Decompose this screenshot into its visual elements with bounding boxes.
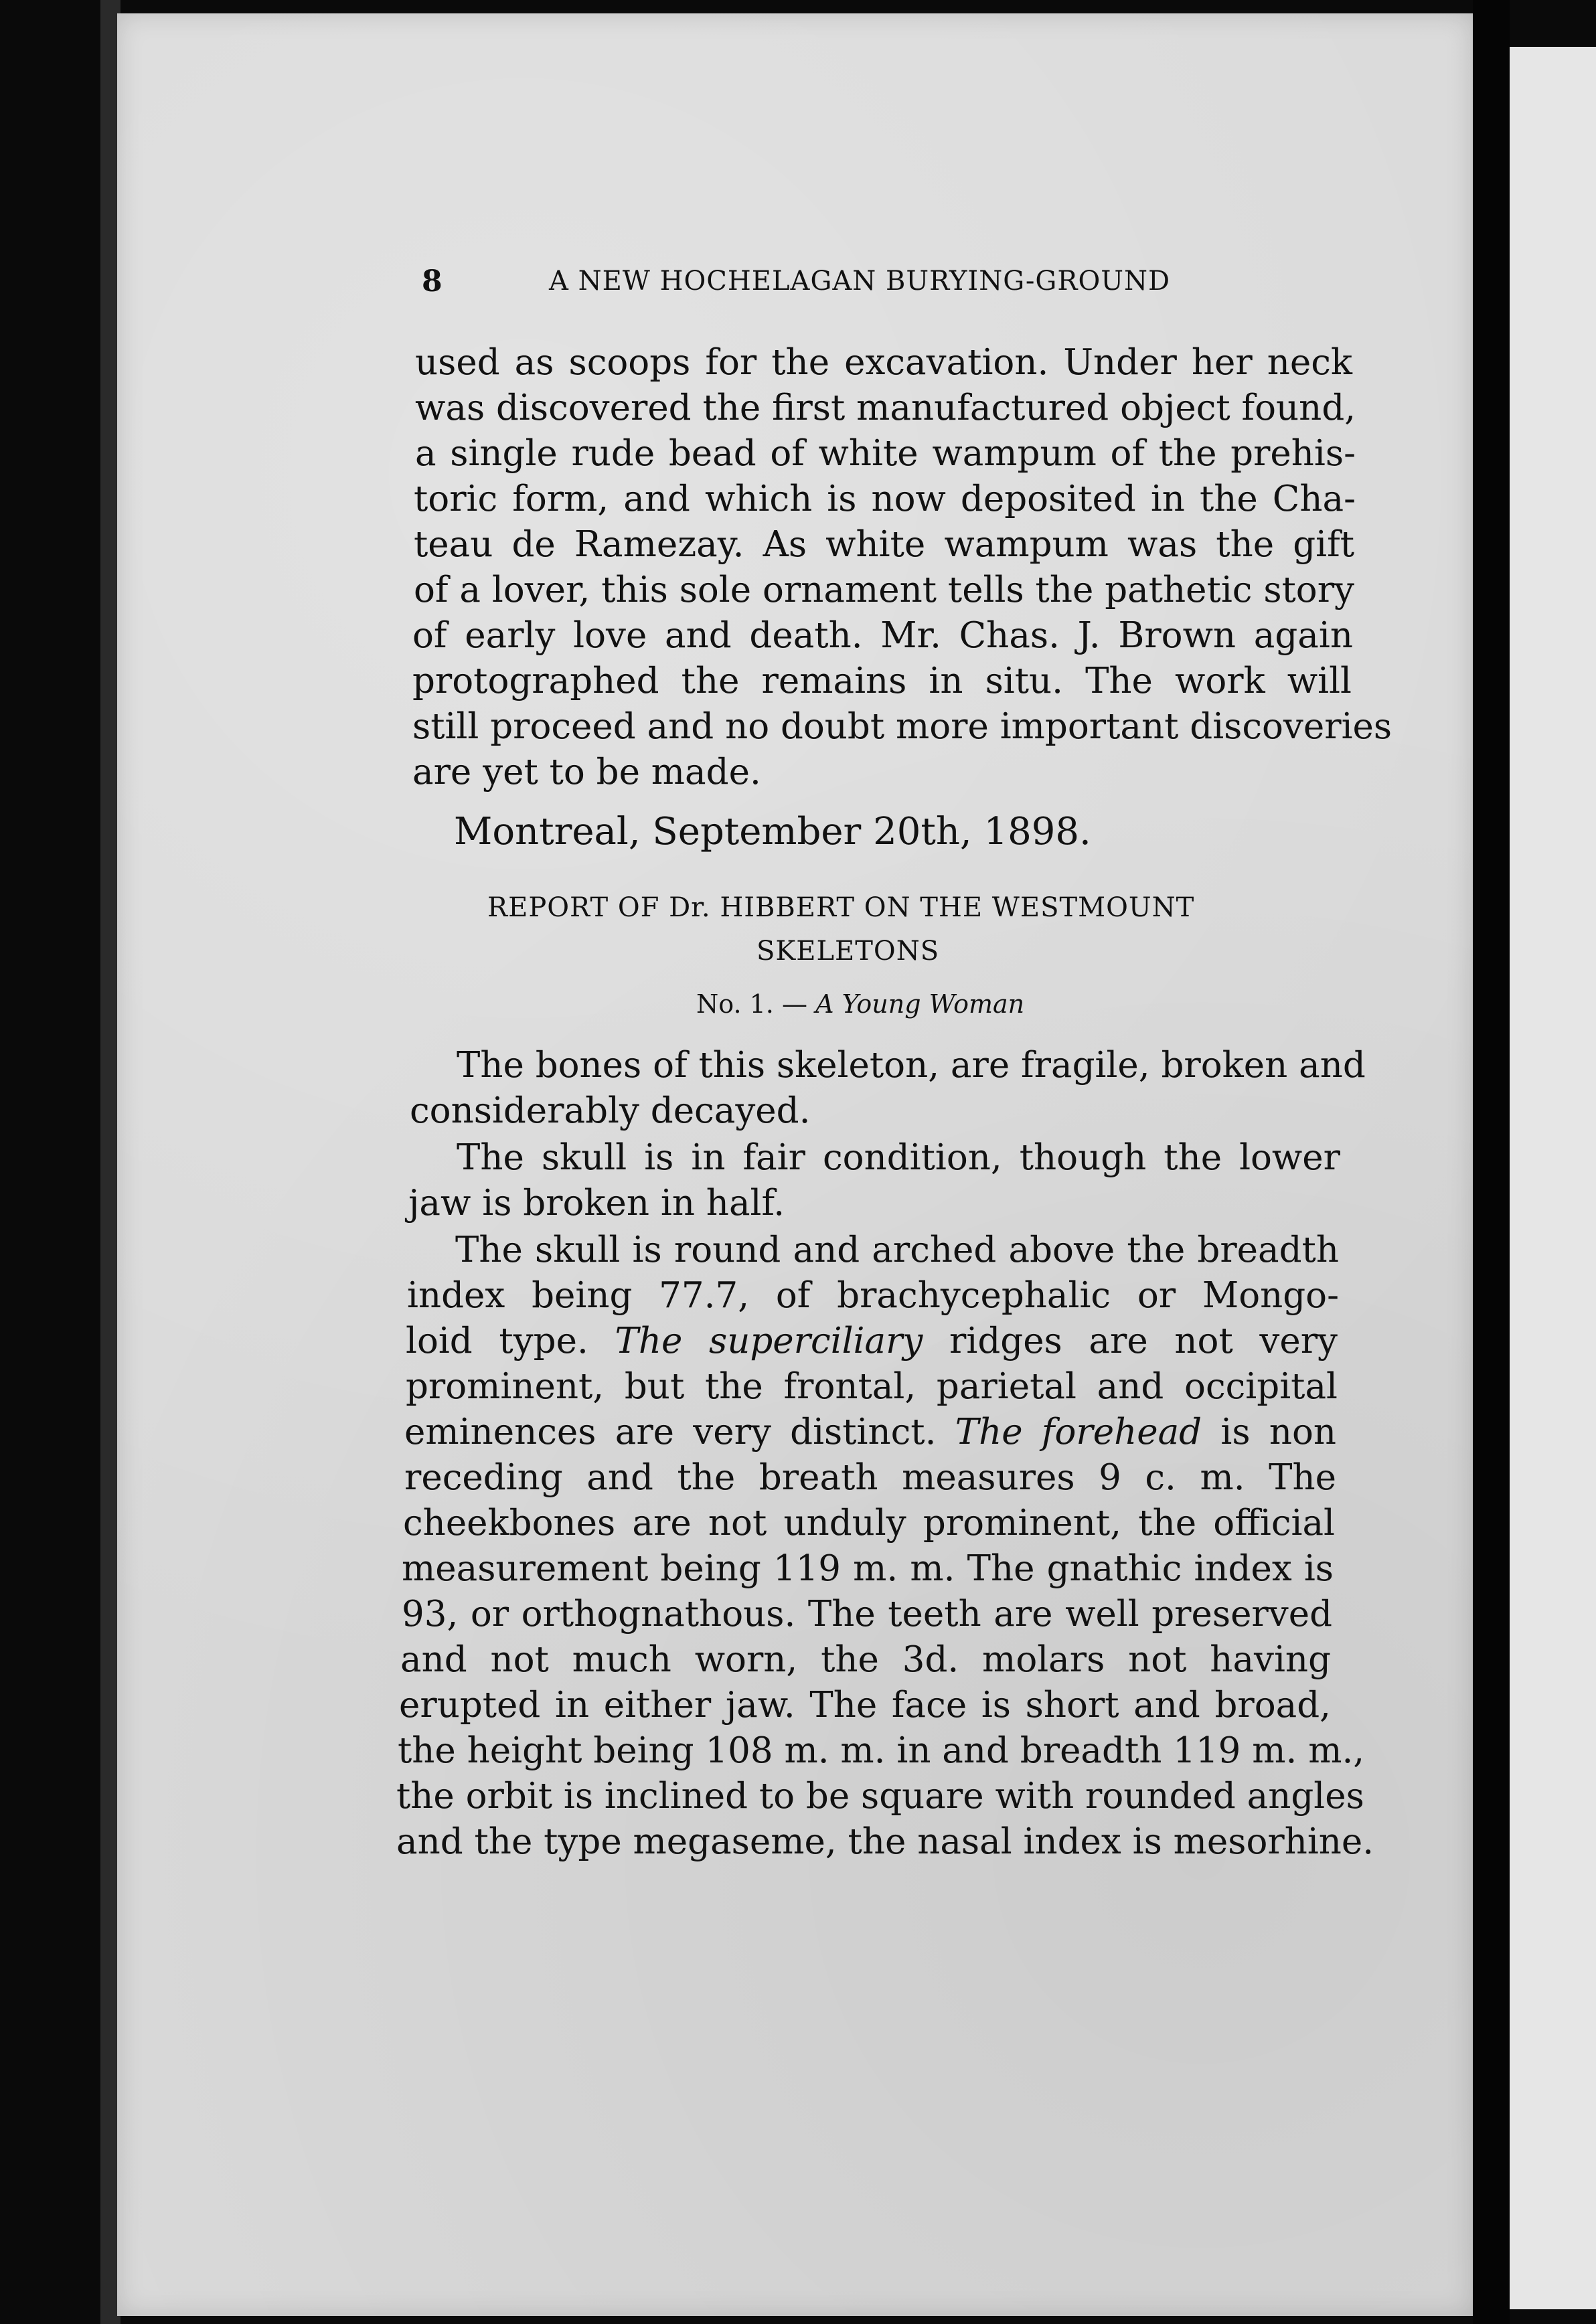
body-line: of a lover, this sole ornament tells the pathetic story [414, 570, 1354, 610]
running-title: A NEW HOCHELAGAN BURYING-GROUND [549, 266, 1171, 297]
skeleton-number: No. 1. [696, 989, 774, 1019]
body-line: prominent, but the frontal, parietal and occipital [406, 1366, 1338, 1407]
body-line: cheekbones are not unduly prominent, the official [403, 1503, 1335, 1544]
body-line: a single rude bead of white wampum of the prehis- [415, 433, 1356, 474]
facing-page-edge [1510, 47, 1596, 2309]
subheading-dash: — [781, 989, 807, 1019]
line-segment: eminences are very distinct. [404, 1412, 955, 1452]
body-line: protographed the remains in situ. The work will [412, 661, 1352, 701]
body-line: measurement being 119 m. m. The gnathic index is [402, 1548, 1334, 1589]
body-line: of early love and death. Mr. Chas. J. Brown again [412, 615, 1353, 656]
body-line: and the type megaseme, the nasal index is mesorhine. [396, 1821, 1374, 1862]
body-line [406, 1323, 1338, 1359]
body-line: toric form, and which is now deposited in the Cha- [414, 479, 1356, 519]
body-line: jaw is broken in half. [408, 1183, 785, 1224]
body-line: the height being 108 m. m. in and breadth 119 m. m., [398, 1730, 1365, 1771]
italic-term: The forehead [955, 1412, 1202, 1452]
body-line: are yet to be made. [412, 752, 761, 793]
report-heading: REPORT OF Dr. HIBBERT ON THE WESTMOUNT [487, 892, 1195, 923]
body-line: The skull is round and arched above the breadth [455, 1230, 1339, 1270]
book-gutter [1473, 0, 1510, 2324]
body-line: teau de Ramezay. As white wampum was the gift [414, 524, 1354, 565]
italic-term: The superciliary [615, 1321, 923, 1361]
body-line: receding and the breath measures 9 c. m. The [404, 1457, 1336, 1498]
line-segment: ridges are not very [923, 1321, 1338, 1361]
body-line: index being 77.7, of brachycephalic or Mongo- [407, 1275, 1339, 1316]
body-line: The skull is in fair condition, though the lower [457, 1137, 1340, 1178]
report-heading-continued: SKELETONS [756, 936, 940, 967]
page-number: 8 [422, 264, 443, 299]
body-line: the orbit is inclined to be square with rounded angles [396, 1776, 1364, 1817]
body-line: 93, or orthognathous. The teeth are well preserved [402, 1594, 1332, 1635]
skeleton-subheading [696, 989, 1024, 1019]
body-line: considerably decayed. [410, 1090, 811, 1131]
body-line: erupted in either jaw. The face is short and broad, [399, 1685, 1331, 1726]
line-segment: is non [1202, 1412, 1337, 1452]
skeleton-title: A Young Woman [815, 989, 1025, 1019]
body-line: and not much worn, the 3d. molars not having [400, 1639, 1331, 1680]
body-line: was discovered the first manufactured object found, [415, 388, 1356, 428]
body-line: still proceed and no doubt more important discoveries [412, 706, 1392, 747]
body-line: The bones of this skeleton, are fragile, broken and [457, 1045, 1366, 1086]
line-segment: loid type. [406, 1321, 615, 1361]
dateline: Montreal, September 20th, 1898. [454, 810, 1091, 853]
body-line: used as scoops for the excavation. Under her neck [415, 342, 1352, 383]
body-line [404, 1414, 1336, 1450]
